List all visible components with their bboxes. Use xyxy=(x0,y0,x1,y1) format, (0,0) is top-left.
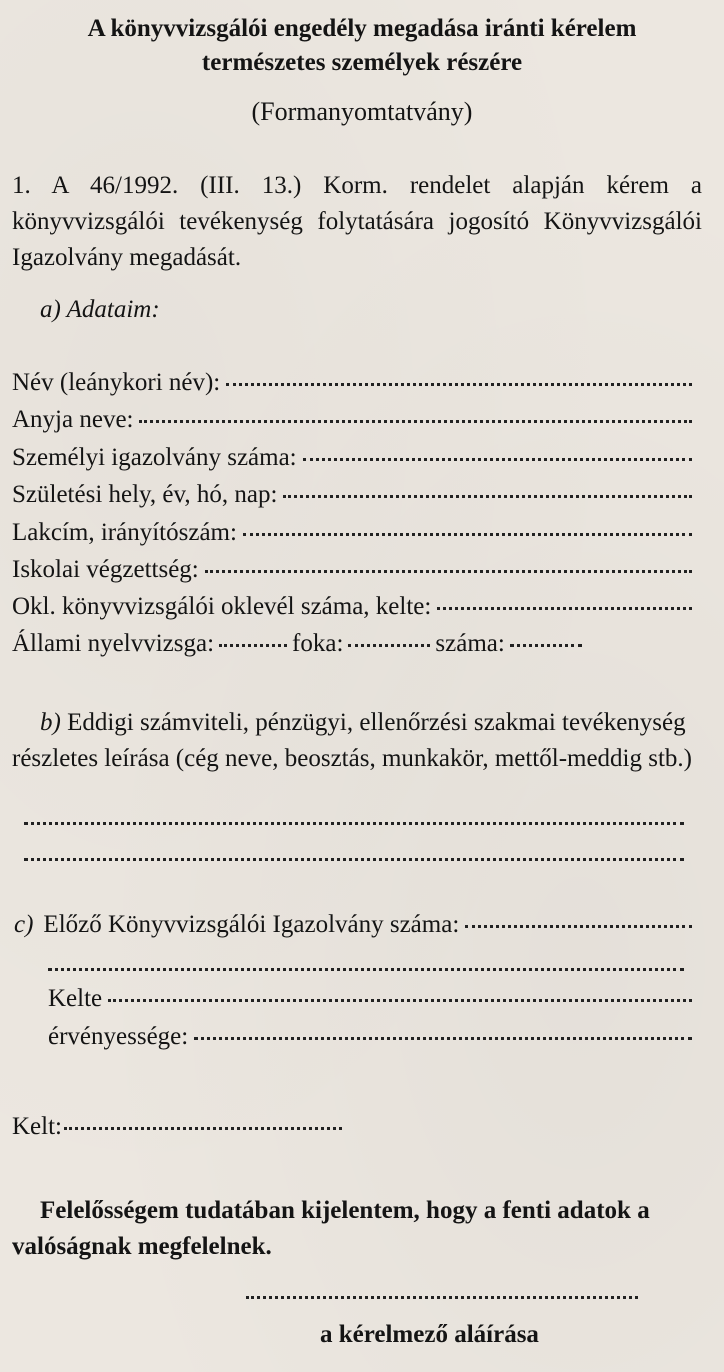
id-card-number-field-line[interactable] xyxy=(303,458,692,461)
education-field-line[interactable] xyxy=(205,570,692,573)
language-exam-label: Állami nyelvvizsga: xyxy=(12,630,215,657)
education-field[interactable] xyxy=(12,555,692,585)
birth-data-field[interactable] xyxy=(12,480,692,510)
section-b-paragraph xyxy=(12,705,700,777)
declaration-text: Felelősségem tudatában kijelentem, hogy a fenti adatok a valóságnak megfelelnek. xyxy=(12,1197,650,1260)
language-exam-row xyxy=(12,629,692,659)
mother-name-field[interactable] xyxy=(12,405,692,435)
section-c-marker: c) xyxy=(14,911,34,938)
mother-name-field-line[interactable] xyxy=(139,420,692,423)
id-card-number-field[interactable] xyxy=(12,443,692,473)
certificate-validity-field[interactable] xyxy=(48,1022,692,1052)
certificate-validity-line[interactable] xyxy=(194,1037,692,1040)
language-number-line[interactable] xyxy=(510,644,582,647)
previous-certificate-line-2[interactable] xyxy=(48,968,684,971)
signature-line[interactable] xyxy=(246,1296,638,1299)
previous-certificate-line[interactable] xyxy=(465,925,692,928)
certificate-date-line[interactable] xyxy=(108,999,692,1002)
language-number-label: száma: xyxy=(435,630,505,657)
address-field[interactable] xyxy=(12,518,692,548)
education-field-label: Iskolai végzettség: xyxy=(12,556,199,583)
name-field[interactable] xyxy=(12,368,692,398)
intro-paragraph: 1. A 46/1992. (III. 13.) Korm. rendelet alapján kérem a könyvvizsgálói tevékenység folytatására jogosító Könyvvizsgálói Igazolvány megadását. xyxy=(12,172,702,271)
date-of-issue-label: Kelt: xyxy=(12,1113,62,1140)
certificate-date-field[interactable] xyxy=(48,984,692,1014)
certificate-validity-label: érvényessége: xyxy=(48,1023,189,1050)
form-title-line2: természetes személyek részére xyxy=(201,49,523,76)
mother-name-field-label: Anyja neve: xyxy=(12,406,134,433)
diploma-number-field-label: Okl. könyvvizsgálói oklevél száma, kelte: xyxy=(12,593,432,620)
diploma-number-field[interactable] xyxy=(12,592,692,622)
name-field-label: Név (leánykori név): xyxy=(12,369,221,396)
birth-data-field-label: Születési hely, év, hó, nap: xyxy=(12,481,278,508)
address-field-line[interactable] xyxy=(243,533,692,536)
signature-label: a kérelmező aláírása xyxy=(320,1321,539,1348)
section-b-text: Eddigi számviteli, pénzügyi, ellenőrzési szakmai tevékenység részletes leírása (cég neve, beosztás, munkakör, mettől-meddig stb.) xyxy=(12,709,693,772)
language-level-label: foka: xyxy=(292,630,344,657)
section-b-answer-line-2[interactable] xyxy=(24,858,684,861)
section-b-answer-line-1[interactable] xyxy=(24,822,684,825)
id-card-number-field-label: Személyi igazolvány száma: xyxy=(12,444,297,471)
form-subtitle: (Formanyomtatvány) xyxy=(251,97,473,126)
date-of-issue-field[interactable] xyxy=(12,1112,342,1142)
birth-data-field-line[interactable] xyxy=(283,495,692,498)
previous-certificate-field[interactable] xyxy=(14,910,692,940)
form-title-line1: A könyvvizsgálói engedély megadása iránti kérelem xyxy=(87,15,637,42)
declaration-paragraph xyxy=(12,1193,702,1265)
diploma-number-field-line[interactable] xyxy=(437,607,692,610)
date-of-issue-line[interactable] xyxy=(64,1127,342,1130)
name-field-line[interactable] xyxy=(226,383,692,386)
previous-certificate-label: Előző Könyvvizsgálói Igazolvány száma: xyxy=(43,911,460,938)
section-b-marker: b) xyxy=(40,709,61,736)
language-level-line[interactable] xyxy=(348,644,430,647)
section-a-heading: a) Adataim: xyxy=(40,296,160,323)
certificate-date-label: Kelte xyxy=(48,985,103,1012)
address-field-label: Lakcím, irányítószám: xyxy=(12,519,237,546)
language-exam-line[interactable] xyxy=(219,644,287,647)
